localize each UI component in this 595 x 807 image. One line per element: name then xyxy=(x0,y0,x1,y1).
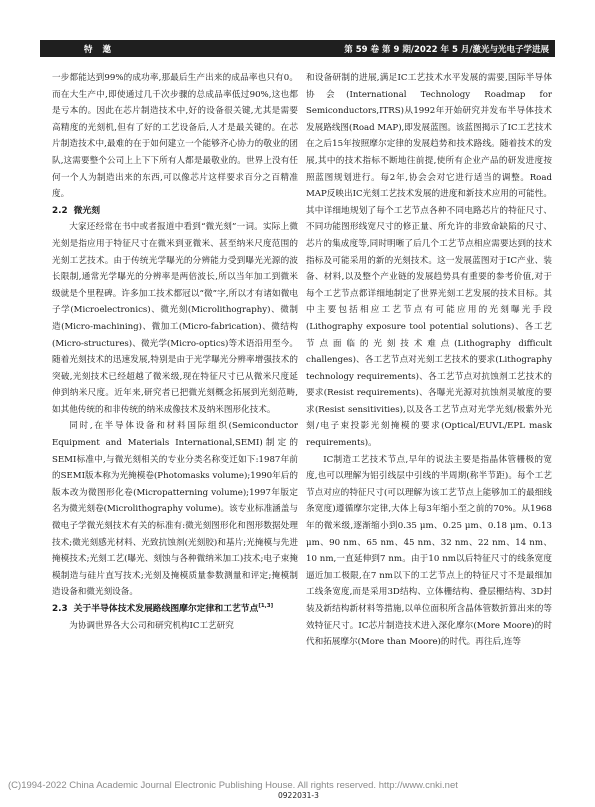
header-section-label: 特邀 xyxy=(84,45,122,55)
copyright-notice: (C)1994-2022 China Academic Journal Electronic Publishing House. All rights reserved. http://www.cnki.net xyxy=(8,780,458,791)
paragraph: 一步都能达到99%的成功率,那最后生产出来的成品率也只有0。而在大生产中,即使通过几千次步骤的总成品率低过90%,这也都是亏本的。因此在芯片制造技术中,好的设备很关键,尤其是需要高精度的光刻机,但有了好的工艺设备后,人才是最关键的。在芯片制造技术中,最难的在于如何建立一个能够齐心协力的敬业的团队,这需要整个公司上上下下所有人都是最敬业的。世界上没有任何一个人为制造出来的东西,可以像芯片这样要求百分之百精准度。 xyxy=(52,73,298,200)
paragraph: 同时,在半导体设备和材料国际组织(Semiconductor Equipment and Materials International,SEMI)制定的SEMI标准中,与微光刻相关的专业分类名称变迁如下:1987年前的SEMI版本称为光掩模卷(Photomasks volume);1990年后的版本改为微图形化卷(Micropatterning volume);1997年版定名为微光刻卷(Microlithography volume)。该专业标准涵盖与微电子学微光刻技术有关的标准有:微光刻图形化和图形数据处理技术;微光刻感光材料、光致抗蚀剂(光刻胶)和基片;光掩模与先进掩模技术;光刻工艺(曝光、刻蚀与各种微纳米加工)技术;电子束掩模制造与硅片直写技术;光刻及掩模质量参数测量和评定;掩模制造设备和微光刻设备。 xyxy=(52,421,298,598)
left-column xyxy=(52,70,298,634)
section-number: 2.2 xyxy=(52,205,68,216)
section-title: 微光刻 xyxy=(73,205,100,216)
paragraph: IC制造工艺技术节点,早年的说法主要是指晶体管栅极的宽度,也可以理解为铝引线层中引线的半周期(称半节距)。每个工艺节点对应的特征尺寸(可以理解为该工艺节点上能够加工的最细线条宽度)遵循摩尔定律,大体上每3年缩小至之前的70%。从1968年的微米级,逐渐缩小到0.35 μm、0.25 μm、0.18 μm、0.13 μm、90 nm、65 nm、45 nm、32 nm、22 nm、14 nm、10 nm,一直延伸到7 nm。由于10 nm以后特征尺寸的线条宽度逼近加工极限,在7 nm以下的工艺节点上的特征尺寸不是最细加工线条宽度,而是采用3D结构、立体栅结构、叠层栅结构、3D封装及新结构新材料等措施,以单位面积所含晶体管数折算出来的等效特征尺寸。IC芯片制造技术进入深化摩尔(More Moore)的时代和拓展摩尔(More than Moore)的时代。再往后,连等 xyxy=(306,454,552,648)
section-heading-2-2 xyxy=(52,203,298,220)
section-number: 2.3 xyxy=(52,604,68,614)
reference-citation: [1,3] xyxy=(258,603,274,610)
section-title: 关于半导体技术发展路线图摩尔定律和工艺节点 xyxy=(73,604,259,614)
paragraph: 为协调世界各大公司和研究机构IC工艺研究 xyxy=(69,620,234,631)
page-number: 0922031-3 xyxy=(278,791,319,800)
paragraph: 和设备研制的进展,满足IC工艺技术水平发展的需要,国际半导体协会(International Technology Roadmap for Semiconductors,ITRS)从1992年开始研究并发布半导体技术发展路线图(Road MAP),即发展蓝图。该蓝图揭示了IC工艺技术在之后15年按照摩尔定律的发展趋势和技术路线。随着技术的发展,其中的技术指标不断地往前提,使所有企业产品的研发进度按照蓝图规划进行。每2年,协会会对它进行适当的调整。Road MAP反映出IC光刻工艺技术发展的进度和新技术应用的可能性。其中详细地规划了每个工艺节点各种不同电路芯片的特征尺寸、不同功能图形线宽尺寸的修正量、所允许的非致命缺陷的尺寸、芯片的集成度等,同时明晰了后几个工艺节点相应需要达到的技术指标及可能采用的新的光刻技术。这一发展蓝图对于IC产业、装备、材料,以及整个产业链的发展趋势具有重要的参考价值,对于每个工艺节点都详细地制定了世界光刻工艺发展的技术目标。其中主要包括相应工艺节点有可能应用的光刻曝光手段(Lithography exposure tool potential solutions)、各工艺节点面临的光刻技术难点(Lithography difficult challenges)、各工艺节点对光刻工艺技术的要求(Lithography technology requirements)、各工艺节点对抗蚀剂工艺技术的要求(Resist requirements)、各曝光光源对抗蚀剂灵敏度的要求(Resist sensitivities),以及各工艺节点对光学光刻/极紫外光刻/电子束投影光刻掩模的要求(Optical/EUVL/EPL mask requirements)。 xyxy=(306,73,552,449)
header-journal-info: 第 59 卷 第 9 期/2022 年 5 月/激光与光电子学进展 xyxy=(344,45,549,55)
paragraph: 大家还经常在书中或者报道中看到“微光刻”一词。实际上微光刻是指应用于特征尺寸在微米到亚微米、甚至纳米尺度范围的光刻工艺技术。由于传统光学曝光的分辨能力受到曝光光源的波长限制,通常光学曝光的分辨率是两倍波长,所以当年加工到微米级就是个里程碑。许多加工技术都冠以“微”字,所以才有诸如微电子学(Microelectronics)、微光刻(Microlithography)、微制造(Micro-machining)、微加工(Micro-fabrication)、微结构(Micro-structures)、微光学(Micro-optics)等术语沿用至今。随着光刻技术的迅速发展,特别是由于光学曝光分辨率增强技术的突破,光刻技术已经超越了微米级,现在特征尺寸已从微米尺度延伸到纳米尺度。近年来,研究者已把微光刻概念拓展到光刻范畴,如其他传统的和非传统的纳米成像技术及纳米图形化技术。 xyxy=(52,222,298,415)
running-header xyxy=(40,40,555,57)
section-heading-2-3 xyxy=(52,601,298,618)
right-column xyxy=(306,70,552,651)
